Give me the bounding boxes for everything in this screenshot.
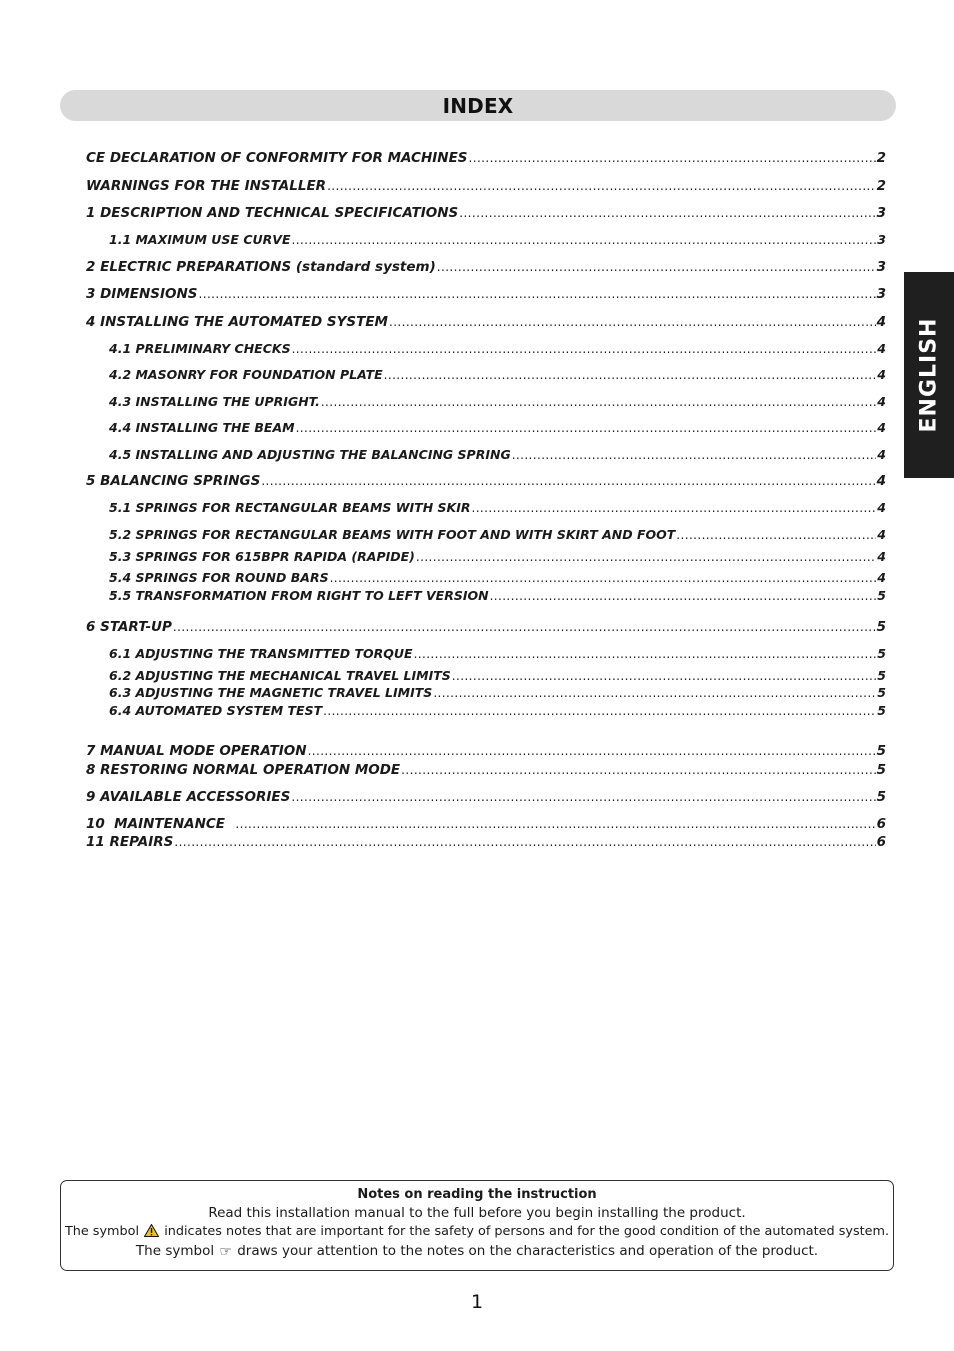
- toc-entry[interactable]: [109, 549, 886, 564]
- notes-characteristics-suffix: draws your attention to the notes on the characteristics and operation of the product.: [237, 1243, 819, 1259]
- toc-entry-page: 3: [877, 232, 886, 247]
- toc-leader-dots: [676, 528, 876, 542]
- toc-entry[interactable]: [86, 205, 886, 221]
- toc-entry-title: 5.4 SPRINGS FOR ROUND BARS: [109, 570, 329, 585]
- toc-leader-dots: [174, 835, 875, 849]
- toc-entry-title: WARNINGS FOR THE INSTALLER: [86, 178, 327, 194]
- toc-entry-page: 5: [877, 703, 886, 718]
- toc-entry[interactable]: [109, 570, 886, 585]
- toc-entry-title: 8 RESTORING NORMAL OPERATION MODE: [86, 762, 401, 778]
- toc-entry-title: 7 MANUAL MODE OPERATION: [86, 743, 307, 759]
- index-title: INDEX: [442, 93, 514, 118]
- toc-leader-dots: [389, 315, 876, 329]
- toc-entry[interactable]: [86, 259, 886, 275]
- toc-entry[interactable]: [86, 834, 886, 850]
- toc-entry[interactable]: [86, 473, 886, 489]
- toc-entry[interactable]: [86, 150, 886, 166]
- toc-entry[interactable]: [109, 646, 886, 661]
- toc-leader-dots: [291, 790, 875, 804]
- toc-entry-page: 5: [877, 588, 886, 603]
- toc-entry-title: 5.1 SPRINGS FOR RECTANGULAR BEAMS WITH SKIR: [109, 500, 471, 515]
- toc-entry[interactable]: [86, 286, 886, 302]
- toc-entry[interactable]: [86, 178, 886, 194]
- page-number: 1: [470, 1291, 484, 1313]
- toc-entry-title: 4.4 INSTALLING THE BEAM: [109, 420, 295, 435]
- language-tab: [904, 272, 954, 478]
- toc-entry-page: 5: [876, 743, 886, 759]
- toc-entry-title: 10 MAINTENANCE: [86, 816, 235, 832]
- toc-entry-page: 4: [877, 341, 886, 356]
- notes-line-safety: [61, 1224, 893, 1241]
- toc-entry-page: 4: [877, 527, 886, 542]
- toc-entry-page: 4: [876, 473, 886, 489]
- pointing-hand-icon: ☞: [219, 1244, 232, 1260]
- toc-leader-dots: [235, 817, 875, 831]
- toc-entry-title: 1 DESCRIPTION AND TECHNICAL SPECIFICATIONS: [86, 205, 459, 221]
- toc-entry-title: 4.1 PRELIMINARY CHECKS: [109, 341, 291, 356]
- toc-leader-dots: [416, 550, 876, 564]
- toc-entry-page: 4: [877, 500, 886, 515]
- toc-leader-dots: [323, 704, 876, 718]
- toc-entry-title: 4.2 MASONRY FOR FOUNDATION PLATE: [109, 367, 383, 382]
- toc-leader-dots: [433, 686, 876, 700]
- toc-leader-dots: [199, 287, 876, 301]
- toc-entry[interactable]: [86, 762, 886, 778]
- toc-leader-dots: [414, 647, 877, 661]
- notes-safety-prefix: The symbol: [64, 1224, 140, 1239]
- notes-safety-suffix: indicates notes that are important for the safety of persons and for the good condition of the automated system.: [164, 1224, 890, 1239]
- toc-entry-title: 5.5 TRANSFORMATION FROM RIGHT TO LEFT VERSION: [109, 588, 489, 603]
- notes-characteristics-prefix: The symbol: [135, 1243, 215, 1259]
- toc-entry-page: 2: [876, 178, 886, 194]
- toc-leader-dots: [469, 151, 876, 165]
- toc-entry[interactable]: [109, 420, 886, 435]
- toc-leader-dots: [384, 368, 877, 382]
- toc-leader-dots: [291, 233, 876, 247]
- toc-entry[interactable]: [109, 527, 886, 542]
- toc-leader-dots: [308, 744, 876, 758]
- toc-entry[interactable]: [109, 341, 886, 356]
- toc-entry-page: 6: [876, 816, 886, 832]
- toc-leader-dots: [490, 589, 877, 603]
- toc-entry[interactable]: [109, 447, 886, 462]
- toc-entry-title: CE DECLARATION OF CONFORMITY FOR MACHINES: [86, 150, 468, 166]
- toc-leader-dots: [452, 669, 877, 683]
- toc-entry[interactable]: [86, 816, 886, 832]
- toc-entry-page: 4: [877, 367, 886, 382]
- toc-entry-page: 5: [876, 619, 886, 635]
- toc-entry-page: 3: [876, 286, 886, 302]
- toc-entry-page: 3: [876, 259, 886, 275]
- toc-leader-dots: [173, 620, 876, 634]
- toc-entry[interactable]: [86, 743, 886, 759]
- index-header-bar: [60, 90, 896, 121]
- toc-entry-title: 5 BALANCING SPRINGS: [86, 473, 261, 489]
- toc-entry[interactable]: [86, 314, 886, 330]
- toc-entry-page: 4: [877, 420, 886, 435]
- toc-leader-dots: [296, 421, 877, 435]
- toc-entry-page: 5: [876, 762, 886, 778]
- notes-line-read-manual: Read this installation manual to the full before you begin installing the product.: [208, 1205, 746, 1221]
- toc-entry-page: 3: [876, 205, 886, 221]
- toc-entry-page: 4: [877, 570, 886, 585]
- notes-line-characteristics: [61, 1243, 893, 1260]
- toc-leader-dots: [327, 179, 876, 193]
- toc-leader-dots: [472, 501, 877, 515]
- toc-leader-dots: [261, 474, 875, 488]
- toc-entry[interactable]: [109, 394, 886, 409]
- toc-entry[interactable]: [109, 668, 886, 683]
- toc-entry-title: 4 INSTALLING THE AUTOMATED SYSTEM: [86, 314, 388, 330]
- toc-entry-title: 4.3 INSTALLING THE UPRIGHT.: [109, 394, 320, 409]
- toc-entry-title: 5.2 SPRINGS FOR RECTANGULAR BEAMS WITH FOOT AND WITH SKIRT AND FOOT: [109, 527, 676, 542]
- toc-entry-title: 4.5 INSTALLING AND ADJUSTING THE BALANCING SPRING: [109, 447, 511, 462]
- toc-entry-page: 5: [877, 668, 886, 683]
- toc-entry-title: 6.3 ADJUSTING THE MAGNETIC TRAVEL LIMITS: [109, 685, 433, 700]
- toc-entry[interactable]: [109, 232, 886, 247]
- warning-triangle-icon: [144, 1224, 159, 1241]
- toc-entry-title: 6 START-UP: [86, 619, 172, 635]
- toc-leader-dots: [321, 395, 876, 409]
- toc-leader-dots: [292, 342, 877, 356]
- toc-entry[interactable]: [109, 500, 886, 515]
- toc-entry-title: 6.1 ADJUSTING THE TRANSMITTED TORQUE: [109, 646, 413, 661]
- toc-entry-title: 6.4 AUTOMATED SYSTEM TEST: [109, 703, 323, 718]
- toc-leader-dots: [437, 260, 876, 274]
- toc-entry-page: 2: [876, 150, 886, 166]
- toc-leader-dots: [459, 206, 875, 220]
- toc-entry[interactable]: [109, 685, 886, 700]
- toc-entry[interactable]: [109, 588, 886, 603]
- language-tab-label: ENGLISH: [916, 317, 942, 433]
- toc-leader-dots: [512, 448, 877, 462]
- toc-entry-page: 4: [876, 314, 886, 330]
- toc-entry-page: 5: [877, 646, 886, 661]
- notes-box: [60, 1180, 894, 1271]
- toc-entry-title: 6.2 ADJUSTING THE MECHANICAL TRAVEL LIMITS: [109, 668, 451, 683]
- toc-entry-title: 1.1 MAXIMUM USE CURVE: [109, 232, 291, 247]
- toc-entry-title: 9 AVAILABLE ACCESSORIES: [86, 789, 291, 805]
- toc-entry-title: 2 ELECTRIC PREPARATIONS (standard system): [86, 259, 436, 275]
- toc-entry[interactable]: [109, 367, 886, 382]
- toc-entry-page: 6: [876, 834, 886, 850]
- toc-entry-title: 3 DIMENSIONS: [86, 286, 198, 302]
- toc-entry-title: 11 REPAIRS: [86, 834, 174, 850]
- notes-heading: Notes on reading the instruction: [357, 1187, 597, 1202]
- toc-entry-page: 4: [877, 549, 886, 564]
- toc-entry[interactable]: [86, 619, 886, 635]
- toc-entry[interactable]: [86, 789, 886, 805]
- toc-entry[interactable]: [109, 703, 886, 718]
- toc-entry-page: 5: [876, 789, 886, 805]
- toc-entry-page: 4: [877, 447, 886, 462]
- toc-leader-dots: [330, 571, 877, 585]
- toc-leader-dots: [401, 763, 875, 777]
- toc-entry-title: 5.3 SPRINGS FOR 615BPR RAPIDA (RAPIDE): [109, 549, 415, 564]
- toc-entry-page: 5: [877, 685, 886, 700]
- toc-entry-page: 4: [877, 394, 886, 409]
